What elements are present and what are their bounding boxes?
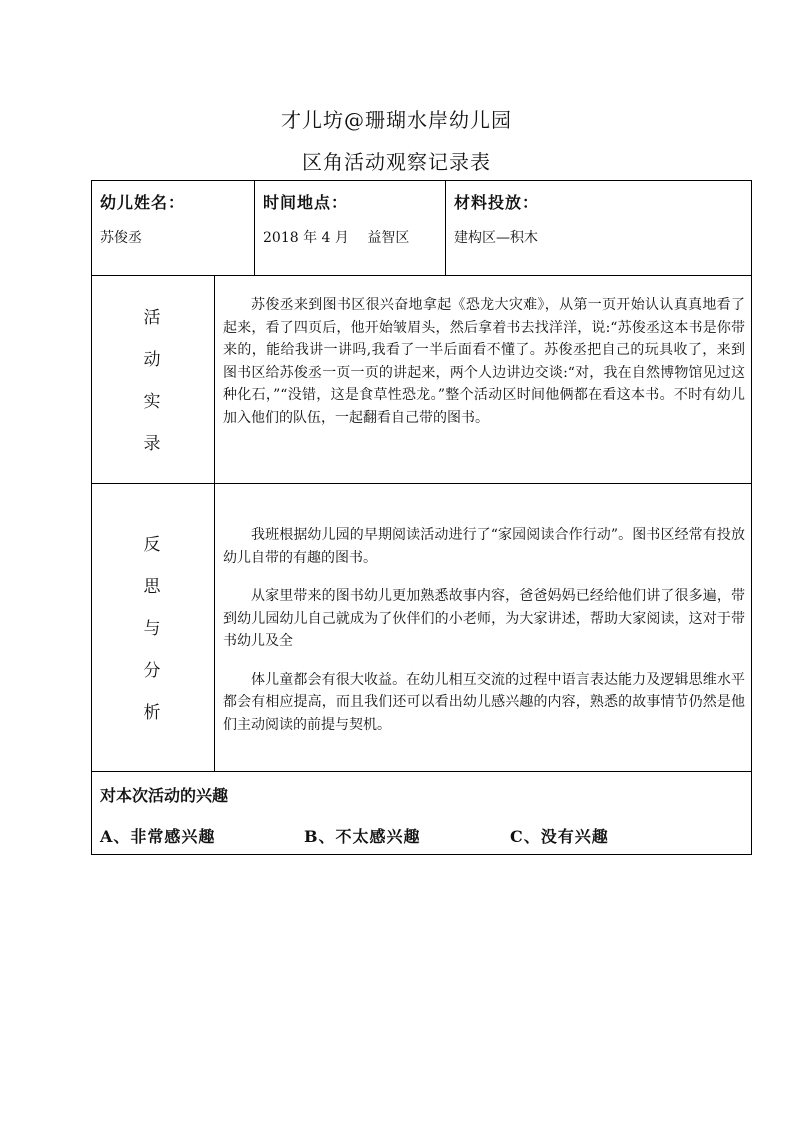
col-divider-label xyxy=(214,275,215,771)
interest-option-c[interactable]: C、没有兴趣 xyxy=(510,827,609,846)
reflection-label-char: 析 xyxy=(143,703,161,723)
observation-table xyxy=(91,180,752,855)
reflection-paragraph: 我班根据幼儿园的早期阅读活动进行了“家园阅读合作行动”。图书区经常有投放幼儿自带的有趣的图书。 xyxy=(223,527,745,566)
material-label: 材料投放： xyxy=(454,193,540,212)
interest-heading: 对本次活动的兴趣 xyxy=(100,786,229,805)
row-divider-record xyxy=(92,483,751,484)
interest-option-b[interactable]: B、不太感兴趣 xyxy=(304,827,421,846)
record-label-char: 录 xyxy=(143,434,161,454)
record-text: 苏俊丞来到图书区很兴奋地拿起《恐龙大灾难》，从第一页开始认认真真地看了起来，看了四页后，他开始皱眉头，然后拿着书去找洋洋，说:“苏俊丞这本书是你带来的，能给我讲一讲吗,我看了一半后面看不懂了。苏俊丞把自己的玩具收了，来到图书区给苏俊丞一页一页的讲起来，两个人边讲边交谈:“对，我在自然博物馆见过这种化石，”“没错，这是食草性恐龙。”整个活动区时间他俩都在看这本书。不时有幼儿加入他们的队伍，一起翻看自己带的图书。 xyxy=(223,297,745,426)
material-value: 建构区—积木 xyxy=(454,230,538,246)
kindergarten-name: 才儿坊@珊瑚水岸幼儿园 xyxy=(281,108,512,132)
material-cell xyxy=(454,190,744,247)
reflection-content xyxy=(223,524,745,736)
time-place-label: 时间地点： xyxy=(263,193,349,212)
reflection-label xyxy=(92,524,212,734)
form-title: 区角活动观察记录表 xyxy=(302,150,491,174)
record-content xyxy=(223,294,745,429)
time-place-value: 2018 年 4 月 益智区 xyxy=(263,230,410,246)
reflection-paragraph: 从家里带来的图书幼儿更加熟悉故事内容，爸爸妈妈已经给他们讲了很多遍，带到幼儿园幼儿自己就成为了伙伴们的小老师，为大家讲述，帮助大家阅读，这对于带书幼儿及全 xyxy=(223,588,745,649)
name-label: 幼儿姓名： xyxy=(100,193,186,212)
row-divider-info xyxy=(92,275,751,276)
name-value: 苏俊丞 xyxy=(100,230,142,246)
name-cell xyxy=(100,190,250,247)
record-label-char: 活 xyxy=(143,308,161,328)
col-divider-info-2 xyxy=(445,181,446,275)
time-place-cell xyxy=(263,190,443,247)
reflection-label-char: 思 xyxy=(143,577,161,597)
reflection-label-char: 与 xyxy=(143,619,161,639)
col-divider-info-1 xyxy=(254,181,255,275)
row-divider-reflection xyxy=(92,771,751,772)
record-label-char: 动 xyxy=(143,350,161,370)
reflection-paragraph: 体儿童都会有很大收益。在幼儿相互交流的过程中语言表达能力及逻辑思维水平都会有相应提高，而且我们还可以看出幼儿感兴趣的内容，熟悉的故事情节仍然是他们主动阅读的前提与契机。 xyxy=(223,671,745,733)
reflection-label-char: 分 xyxy=(143,661,161,681)
record-label xyxy=(92,297,212,465)
record-label-char: 实 xyxy=(143,392,161,412)
interest-option-a[interactable]: A、非常感兴趣 xyxy=(100,827,216,846)
reflection-label-char: 反 xyxy=(143,535,161,555)
